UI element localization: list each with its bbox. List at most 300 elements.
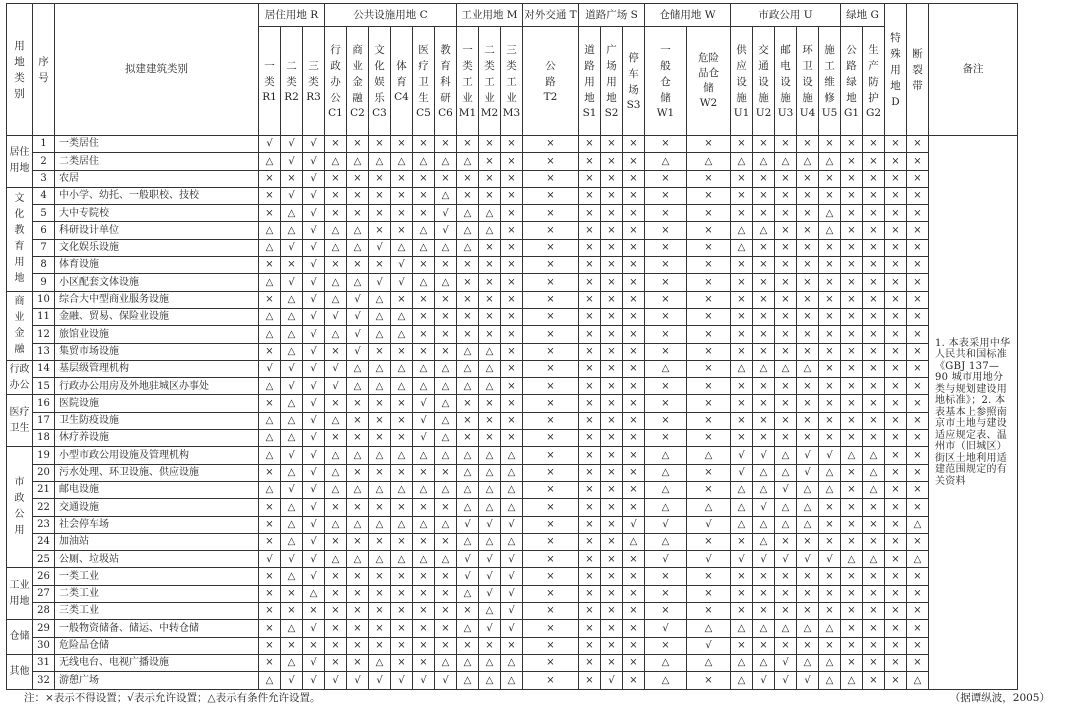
permission-mark: × [753, 170, 775, 187]
permission-mark: × [601, 447, 623, 464]
permission-mark: △ [413, 551, 435, 568]
permission-mark: × [579, 326, 601, 343]
permission-mark: × [623, 257, 645, 274]
permission-mark: × [753, 205, 775, 222]
permission-mark: × [579, 395, 601, 412]
header-subcolumn [369, 27, 391, 136]
category-cell [7, 568, 33, 620]
permission-mark: × [523, 170, 579, 187]
permission-mark: √ [731, 447, 753, 464]
permission-mark: × [623, 447, 645, 464]
permission-mark: △ [281, 205, 303, 222]
permission-mark: × [369, 187, 391, 204]
permission-mark: × [325, 603, 347, 620]
permission-mark: × [775, 170, 797, 187]
permission-mark: × [797, 274, 819, 291]
permission-mark: △ [281, 654, 303, 671]
permission-mark: √ [303, 464, 325, 481]
permission-mark: × [413, 603, 435, 620]
permission-mark: △ [391, 481, 413, 498]
subcolumn-code: M2 [480, 106, 499, 119]
permission-mark: △ [413, 274, 435, 291]
permission-mark: △ [645, 654, 687, 671]
permission-mark: × [347, 257, 369, 274]
permission-mark: △ [347, 447, 369, 464]
permission-mark: × [907, 447, 929, 464]
permission-mark: △ [753, 464, 775, 481]
permission-mark: × [863, 499, 885, 516]
permission-mark: × [369, 603, 391, 620]
permission-mark: × [907, 637, 929, 654]
permission-mark: √ [687, 516, 731, 533]
table-row [7, 603, 1018, 620]
permission-mark: √ [303, 551, 325, 568]
permission-mark: × [601, 620, 623, 637]
permission-mark: × [841, 395, 863, 412]
permission-mark: × [797, 603, 819, 620]
permission-mark: × [457, 637, 479, 654]
permission-mark: △ [753, 481, 775, 498]
permission-mark: × [753, 239, 775, 256]
permission-mark: × [281, 257, 303, 274]
permission-mark: △ [391, 378, 413, 395]
permission-mark: × [775, 274, 797, 291]
permission-mark: × [325, 395, 347, 412]
permission-mark: × [863, 533, 885, 550]
permission-mark: √ [303, 136, 325, 153]
permission-mark: √ [259, 551, 281, 568]
permission-mark: × [687, 239, 731, 256]
permission-mark: × [391, 136, 413, 153]
permission-mark: √ [797, 551, 819, 568]
subcolumn-code: C1 [328, 106, 343, 119]
permission-mark: × [579, 136, 601, 153]
permission-mark: △ [391, 308, 413, 325]
subcolumn-code: U2 [755, 106, 772, 119]
permission-mark: × [885, 551, 907, 568]
permission-mark: △ [797, 516, 819, 533]
subcolumn-code: C6 [438, 106, 453, 119]
table-row [7, 222, 1018, 239]
permission-mark: × [601, 222, 623, 239]
table-row [7, 378, 1018, 395]
permission-mark: √ [281, 187, 303, 204]
permission-mark: × [863, 239, 885, 256]
permission-mark: △ [435, 153, 457, 170]
permission-mark: △ [501, 533, 523, 550]
permission-mark: × [623, 378, 645, 395]
permission-mark: △ [281, 568, 303, 585]
permission-mark: × [907, 603, 929, 620]
permission-mark: × [259, 585, 281, 602]
permission-mark: √ [281, 360, 303, 377]
permission-mark: × [797, 187, 819, 204]
permission-mark: △ [413, 153, 435, 170]
permission-mark: √ [819, 551, 841, 568]
permission-mark: × [907, 464, 929, 481]
permission-mark: × [479, 395, 501, 412]
header-subcolumn [325, 27, 347, 136]
permission-mark: △ [281, 395, 303, 412]
permission-mark: × [687, 568, 731, 585]
permission-mark: × [501, 239, 523, 256]
row-number: 9 [33, 274, 55, 291]
permission-mark: × [863, 291, 885, 308]
permission-mark: × [523, 360, 579, 377]
permission-mark: √ [325, 308, 347, 325]
permission-mark: × [863, 343, 885, 360]
permission-mark: × [841, 343, 863, 360]
permission-mark: × [907, 170, 929, 187]
subcolumn-label: 二类工业 [484, 43, 495, 104]
permission-mark: × [775, 239, 797, 256]
permission-mark: × [907, 326, 929, 343]
category-label: 其他 [9, 665, 30, 677]
permission-mark: × [579, 274, 601, 291]
permission-mark: × [623, 343, 645, 360]
table-row [7, 343, 1018, 360]
permission-mark: × [645, 257, 687, 274]
subcolumn-label: 生产防护 [868, 43, 879, 104]
permission-mark: √ [303, 326, 325, 343]
subcolumn-code: R2 [284, 90, 299, 103]
permission-mark: × [797, 239, 819, 256]
permission-mark: × [687, 672, 731, 689]
permission-mark: × [819, 533, 841, 550]
permission-mark: △ [479, 481, 501, 498]
category-cell [7, 447, 33, 568]
building-type-name: 行政办公用房及外地驻城区办事处 [55, 378, 259, 395]
permission-mark: √ [479, 568, 501, 585]
permission-mark: × [523, 205, 579, 222]
permission-mark: × [645, 378, 687, 395]
category-cell [7, 620, 33, 655]
table-note: 注：×表示不得设置；√表示允许设置；△表示有条件允许设置。 [24, 692, 321, 704]
permission-mark: × [601, 499, 623, 516]
permission-mark: △ [391, 447, 413, 464]
permission-mark: × [645, 222, 687, 239]
category-cell [7, 187, 33, 291]
permission-mark: × [885, 603, 907, 620]
permission-mark: × [863, 603, 885, 620]
permission-mark: × [797, 308, 819, 325]
permission-mark: × [479, 239, 501, 256]
permission-mark: × [863, 654, 885, 671]
permission-mark: × [523, 447, 579, 464]
permission-mark: √ [413, 430, 435, 447]
permission-mark: × [775, 326, 797, 343]
subcolumn-label: 环卫设施 [802, 43, 813, 104]
subcolumn-label: 三类工业 [506, 43, 517, 104]
permission-mark: × [623, 568, 645, 585]
table-source: （据谭纵波，2005） [949, 692, 1050, 704]
permission-mark: × [885, 187, 907, 204]
permission-mark: × [841, 257, 863, 274]
permission-mark: × [753, 585, 775, 602]
land-use-compatibility-table [6, 3, 1018, 690]
permission-mark: × [601, 637, 623, 654]
permission-mark: △ [457, 378, 479, 395]
permission-mark: × [885, 672, 907, 689]
permission-mark: × [885, 499, 907, 516]
header-subcolumn [601, 27, 623, 136]
permission-mark: △ [259, 222, 281, 239]
permission-mark: △ [369, 516, 391, 533]
permission-mark: △ [435, 654, 457, 671]
permission-mark: △ [259, 308, 281, 325]
subcolumn-code: G1 [843, 106, 860, 119]
permission-mark: × [623, 291, 645, 308]
permission-mark: × [523, 516, 579, 533]
header-land-class [7, 4, 33, 136]
permission-mark: × [601, 551, 623, 568]
permission-mark: △ [645, 533, 687, 550]
permission-mark: × [413, 637, 435, 654]
permission-mark: × [523, 585, 579, 602]
permission-mark: △ [259, 326, 281, 343]
permission-mark: × [391, 430, 413, 447]
permission-mark: √ [501, 516, 523, 533]
permission-mark: △ [797, 481, 819, 498]
permission-mark: × [523, 222, 579, 239]
permission-mark: × [841, 136, 863, 153]
table-row [7, 395, 1018, 412]
permission-mark: △ [731, 222, 753, 239]
category-cell [7, 654, 33, 689]
permission-mark: × [435, 308, 457, 325]
permission-mark: × [885, 620, 907, 637]
permission-mark: × [435, 568, 457, 585]
permission-mark: √ [281, 239, 303, 256]
permission-mark: × [797, 136, 819, 153]
permission-mark: × [819, 499, 841, 516]
permission-mark: × [601, 257, 623, 274]
building-type-name: 小区配套文体设施 [55, 274, 259, 291]
permission-mark: × [479, 291, 501, 308]
building-type-name: 旅馆业设施 [55, 326, 259, 343]
permission-mark: △ [369, 360, 391, 377]
subcolumn-code: U4 [799, 106, 816, 119]
permission-mark: √ [303, 620, 325, 637]
permission-mark: × [501, 170, 523, 187]
permission-mark: × [731, 136, 753, 153]
row-number: 24 [33, 533, 55, 550]
permission-mark: × [259, 499, 281, 516]
building-type-name: 社会停车场 [55, 516, 259, 533]
permission-mark: × [435, 291, 457, 308]
permission-mark: × [687, 205, 731, 222]
header-group: 仓储用地 W [645, 4, 731, 27]
subcolumn-label: 一类 [264, 59, 275, 88]
permission-mark: × [523, 464, 579, 481]
permission-mark: √ [797, 447, 819, 464]
permission-mark: × [601, 274, 623, 291]
header-subcolumn [775, 27, 797, 136]
permission-mark: √ [303, 257, 325, 274]
permission-mark: × [601, 308, 623, 325]
subcolumn-code: M3 [502, 106, 521, 119]
permission-mark: × [601, 412, 623, 429]
permission-mark: × [579, 378, 601, 395]
permission-mark: √ [601, 672, 623, 689]
permission-mark: × [863, 395, 885, 412]
permission-mark: × [259, 291, 281, 308]
permission-mark: △ [797, 153, 819, 170]
permission-mark: × [885, 464, 907, 481]
subcolumn-code: W1 [656, 106, 675, 119]
permission-mark: × [841, 637, 863, 654]
permission-mark: × [885, 360, 907, 377]
subcolumn-code: R1 [262, 90, 277, 103]
permission-mark: × [753, 568, 775, 585]
permission-mark: × [479, 430, 501, 447]
permission-mark: √ [369, 239, 391, 256]
permission-mark: × [347, 464, 369, 481]
permission-mark: × [797, 585, 819, 602]
permission-mark: △ [391, 360, 413, 377]
permission-mark: × [369, 637, 391, 654]
permission-mark: × [863, 672, 885, 689]
permission-mark: △ [501, 447, 523, 464]
table-row [7, 239, 1018, 256]
table-row [7, 326, 1018, 343]
permission-mark: × [863, 568, 885, 585]
permission-mark: × [579, 360, 601, 377]
table-row [7, 568, 1018, 585]
permission-mark: × [841, 481, 863, 498]
permission-mark: × [347, 395, 369, 412]
permission-mark: × [601, 378, 623, 395]
permission-mark: △ [325, 153, 347, 170]
permission-mark: × [457, 274, 479, 291]
permission-mark: × [841, 533, 863, 550]
permission-mark: × [579, 551, 601, 568]
permission-mark: × [369, 412, 391, 429]
permission-mark: × [775, 343, 797, 360]
permission-mark: × [623, 499, 645, 516]
permission-mark: √ [281, 672, 303, 689]
permission-mark: × [645, 291, 687, 308]
permission-mark: △ [457, 585, 479, 602]
permission-mark: △ [391, 516, 413, 533]
permission-mark: △ [457, 672, 479, 689]
permission-mark: △ [435, 378, 457, 395]
permission-mark: △ [645, 672, 687, 689]
building-type-name: 三类工业 [55, 603, 259, 620]
permission-mark: × [775, 430, 797, 447]
permission-mark: × [347, 637, 369, 654]
permission-mark: × [841, 585, 863, 602]
permission-mark: × [907, 205, 929, 222]
permission-mark: √ [797, 672, 819, 689]
permission-mark: × [435, 499, 457, 516]
permission-mark: × [391, 585, 413, 602]
permission-mark: △ [775, 464, 797, 481]
permission-mark: × [413, 170, 435, 187]
permission-mark: × [775, 533, 797, 550]
permission-mark: △ [731, 360, 753, 377]
permission-mark: △ [281, 222, 303, 239]
permission-mark: × [797, 568, 819, 585]
header-subcolumn [523, 27, 579, 136]
permission-mark: × [731, 412, 753, 429]
row-number: 21 [33, 481, 55, 498]
permission-mark: △ [325, 464, 347, 481]
row-number: 7 [33, 239, 55, 256]
subcolumn-label: 危险品仓储 [698, 52, 719, 94]
permission-mark: × [687, 395, 731, 412]
permission-mark: √ [435, 222, 457, 239]
permission-mark: × [819, 585, 841, 602]
permission-mark: × [797, 533, 819, 550]
category-label: 工业用地 [9, 579, 30, 607]
permission-mark: △ [501, 499, 523, 516]
row-number: 12 [33, 326, 55, 343]
permission-mark: × [391, 637, 413, 654]
permission-mark: △ [863, 481, 885, 498]
building-type-name: 基层级管理机构 [55, 360, 259, 377]
permission-mark: × [435, 343, 457, 360]
permission-mark: × [601, 430, 623, 447]
permission-mark: √ [303, 274, 325, 291]
permission-mark: × [775, 637, 797, 654]
permission-mark: × [797, 326, 819, 343]
permission-mark: △ [819, 153, 841, 170]
permission-mark: × [687, 360, 731, 377]
permission-mark: △ [645, 153, 687, 170]
row-number: 16 [33, 395, 55, 412]
permission-mark: △ [347, 153, 369, 170]
permission-mark: △ [413, 378, 435, 395]
row-number: 20 [33, 464, 55, 481]
permission-mark: △ [325, 481, 347, 498]
permission-mark: △ [281, 499, 303, 516]
permission-mark: × [523, 603, 579, 620]
permission-mark: △ [645, 499, 687, 516]
permission-mark: × [347, 568, 369, 585]
permission-mark: △ [457, 343, 479, 360]
permission-mark: √ [303, 222, 325, 239]
permission-mark: × [753, 395, 775, 412]
permission-mark: × [413, 533, 435, 550]
subcolumn-label: 文化娱乐 [374, 43, 385, 104]
permission-mark: △ [501, 481, 523, 498]
permission-mark: × [731, 378, 753, 395]
permission-mark: × [347, 620, 369, 637]
permission-mark: × [579, 637, 601, 654]
permission-mark: △ [325, 222, 347, 239]
permission-mark: × [841, 499, 863, 516]
permission-mark: × [479, 274, 501, 291]
permission-mark: √ [259, 360, 281, 377]
permission-mark: × [281, 170, 303, 187]
permission-mark: △ [259, 378, 281, 395]
permission-mark: × [435, 136, 457, 153]
permission-mark: × [259, 620, 281, 637]
permission-mark: × [775, 308, 797, 325]
permission-mark: △ [457, 464, 479, 481]
permission-mark: √ [303, 533, 325, 550]
permission-mark: × [819, 395, 841, 412]
permission-mark: × [645, 274, 687, 291]
building-type-name: 医院设施 [55, 395, 259, 412]
permission-mark: × [435, 585, 457, 602]
header-remark: 备注 [929, 4, 1018, 136]
permission-mark: √ [391, 274, 413, 291]
permission-mark: × [753, 308, 775, 325]
permission-mark: △ [413, 360, 435, 377]
permission-mark: △ [457, 620, 479, 637]
